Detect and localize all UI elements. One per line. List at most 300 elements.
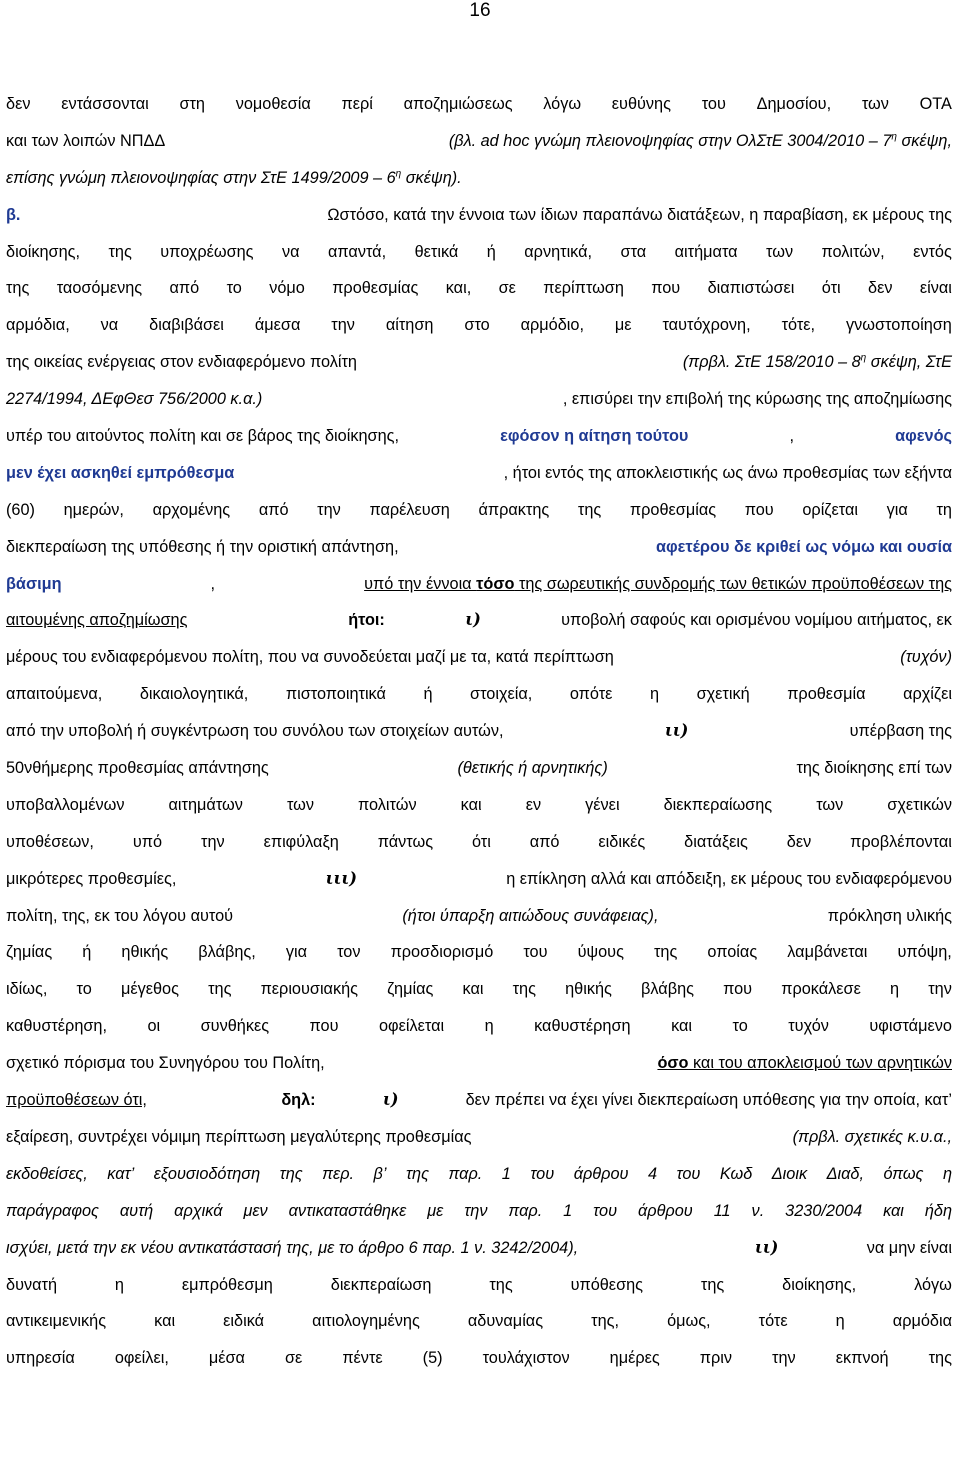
word: ζημίας bbox=[6, 943, 53, 962]
list-numeral: ιιι) bbox=[325, 868, 357, 888]
word: στοιχεία, bbox=[470, 685, 533, 704]
word: το bbox=[76, 980, 92, 999]
underlined-text: προϋποθέσεων ότι, bbox=[6, 1091, 147, 1110]
word-run bbox=[6, 934, 952, 971]
text-line bbox=[6, 234, 952, 271]
word-run: διεκπεραίωση της υπόθεσης ή την οριστική απάντηση, bbox=[6, 537, 399, 556]
citation-text: 2274/1994, ΔΕφΘεσ 756/2000 κ.α.) bbox=[6, 390, 263, 409]
word: λόγω bbox=[543, 95, 582, 113]
word: αίτηση bbox=[385, 316, 434, 335]
word: στο bbox=[464, 316, 490, 335]
underlined-text: υπό την έννοια τόσο της σωρευτικής συνδρομής των θετικών προϋποθέσεων της bbox=[364, 574, 952, 593]
word: η bbox=[484, 1017, 494, 1036]
word: η bbox=[114, 1275, 124, 1294]
word-run: πολίτη, της, εκ του λόγου αυτού bbox=[6, 906, 234, 925]
word: γνωστοποίηση bbox=[845, 316, 952, 335]
word: και bbox=[154, 1312, 176, 1331]
word: της bbox=[279, 1164, 303, 1183]
citation-text: επίσης γνώμη πλειονοψηφίας στην ΣτΕ $1499/2009 - 6^\eta$ σκέψη). bbox=[6, 168, 462, 187]
text-line bbox=[6, 197, 952, 234]
word-run: και των λοιπών ΝΠΔΔ bbox=[6, 131, 166, 150]
word: του bbox=[593, 1201, 618, 1220]
word: δεν bbox=[6, 95, 31, 113]
word: παρ. bbox=[448, 1164, 483, 1183]
word: λαμβάνεται bbox=[787, 943, 868, 962]
word: αυτή bbox=[119, 1201, 154, 1220]
word: 11 bbox=[713, 1201, 731, 1220]
word: περιουσιακής bbox=[260, 980, 359, 999]
word-run bbox=[6, 234, 952, 271]
word: διατάξεις bbox=[684, 832, 748, 851]
word-run: , bbox=[210, 574, 216, 593]
italic-text: (θετικής ή αρνητικής) bbox=[457, 759, 608, 778]
word: οπότε bbox=[569, 685, 613, 704]
word: άμεσα bbox=[254, 316, 301, 335]
list-numeral: ιι) bbox=[754, 1237, 779, 1257]
word-run: , επισύρει την επιβολή της κύρωσης της αποζημίωσης bbox=[562, 390, 952, 409]
text-line bbox=[6, 86, 952, 123]
word: την bbox=[317, 500, 341, 519]
word: του bbox=[523, 943, 548, 962]
list-numeral: ι) bbox=[465, 610, 481, 630]
word: ζημίας bbox=[387, 980, 434, 999]
word: της bbox=[577, 500, 602, 519]
word: της bbox=[108, 242, 132, 261]
word: πιστοποιητικά bbox=[285, 685, 386, 704]
word-run bbox=[6, 492, 952, 529]
word: αδυναμίας bbox=[467, 1312, 544, 1331]
word: του bbox=[530, 1164, 555, 1183]
word: της bbox=[928, 1349, 952, 1368]
word: της bbox=[512, 980, 536, 999]
word-run bbox=[6, 1303, 952, 1340]
word: βλάβης bbox=[641, 980, 694, 999]
word: πριν bbox=[699, 1349, 733, 1368]
word: πολιτών bbox=[358, 795, 417, 814]
word: για bbox=[285, 943, 307, 962]
word: προκάλεσε bbox=[781, 980, 861, 999]
word: (5) bbox=[422, 1349, 443, 1368]
document-body bbox=[6, 86, 952, 1377]
word-run bbox=[6, 1340, 952, 1377]
word: αρμόδια bbox=[892, 1312, 952, 1331]
word: περί bbox=[341, 95, 373, 113]
text-line bbox=[6, 1340, 952, 1377]
word: παρέλευση bbox=[369, 500, 450, 519]
text-line bbox=[6, 381, 952, 418]
bold-text: δηλ: bbox=[281, 1091, 316, 1110]
word: άπρακτης bbox=[478, 500, 550, 519]
word: σχετικών bbox=[887, 795, 952, 814]
word: διοίκησης, bbox=[6, 242, 81, 261]
word: αρμόδιο, bbox=[520, 316, 584, 335]
word-run bbox=[6, 971, 952, 1008]
word: με bbox=[614, 316, 632, 335]
word: διαπιστώσει bbox=[707, 279, 795, 298]
word: οφείλει, bbox=[114, 1349, 169, 1368]
word: ή bbox=[423, 685, 433, 704]
word: αντικαταστάθηκε bbox=[288, 1201, 407, 1220]
word: επιφύλαξη bbox=[263, 832, 339, 851]
word: μέσα bbox=[208, 1349, 245, 1368]
word: τον bbox=[337, 943, 361, 962]
text-line bbox=[6, 123, 952, 160]
word: ότι bbox=[471, 832, 491, 851]
word: καθυστέρηση, bbox=[6, 1017, 107, 1036]
text-line bbox=[6, 1008, 952, 1045]
word: προθεσμίας bbox=[629, 500, 717, 519]
word-run: από την υποβολή ή συγκέντρωση του συνόλου των στοιχείων αυτών, bbox=[6, 722, 504, 741]
word: υπόθεσης bbox=[570, 1275, 644, 1294]
word: συνθήκες bbox=[200, 1017, 270, 1036]
word: οι bbox=[147, 1017, 161, 1036]
word: όμως, bbox=[667, 1312, 711, 1331]
citation-text: (πρβλ. ΣτΕ $158/2010 - 8^\eta$ σκέψη, ΣτΕ bbox=[682, 352, 952, 372]
word-run bbox=[6, 824, 952, 861]
word: ευθύνης bbox=[611, 95, 671, 113]
word: της bbox=[654, 943, 678, 962]
word: της bbox=[700, 1275, 725, 1294]
word-run: Ωστόσο, κατά την έννοια των ίδιων παραπάνω διατάξεων, η παραβίαση, εκ μέρους της bbox=[327, 205, 952, 224]
text-line bbox=[6, 639, 952, 676]
word: στα bbox=[620, 242, 647, 261]
word-run bbox=[6, 787, 952, 824]
word: απαιτούμενα, bbox=[6, 685, 103, 704]
word: των bbox=[861, 95, 889, 113]
word: καθυστέρηση bbox=[534, 1017, 631, 1036]
word: αρμόδια, bbox=[6, 316, 70, 335]
word: άρθρου bbox=[637, 1201, 693, 1220]
text-line bbox=[6, 1193, 952, 1230]
section-marker: β. bbox=[6, 205, 21, 224]
word: ορίζεται bbox=[802, 500, 858, 519]
word: προθεσμία bbox=[787, 685, 866, 704]
word: είναι bbox=[919, 279, 952, 298]
word: ταυτόχρονη, bbox=[662, 316, 751, 335]
word: προσδιορισμό bbox=[390, 943, 494, 962]
word-run: μέρους του ενδιαφερόμενου πολίτη, που να συνοδεύεται μαζί με τα, κατά περίπτωση bbox=[6, 648, 614, 667]
word: υφιστάμενο bbox=[869, 1017, 952, 1036]
word: νόμο bbox=[269, 279, 305, 298]
text-line bbox=[6, 861, 952, 898]
text-line bbox=[6, 1303, 952, 1340]
word: την bbox=[464, 1201, 488, 1220]
list-numeral: ιι) bbox=[664, 721, 689, 741]
word: από bbox=[169, 279, 200, 298]
italic-text: ισχύει, μετά την εκ νέου αντικατάστασή της, με το άρθρο 6 παρ. 1 ν. 3242/2004), bbox=[6, 1238, 579, 1257]
text-line bbox=[6, 971, 952, 1008]
word: από bbox=[258, 500, 289, 519]
word: γένει bbox=[585, 795, 620, 814]
word: εξουσιοδότηση bbox=[153, 1164, 261, 1183]
word: αντικειμενικής bbox=[6, 1312, 107, 1331]
word: που bbox=[651, 279, 681, 298]
word: β’ bbox=[373, 1164, 387, 1183]
word: αρχομένης bbox=[152, 500, 231, 519]
word: πέντε bbox=[342, 1349, 383, 1368]
word: εκπνοή bbox=[835, 1349, 889, 1368]
word: στη bbox=[179, 95, 205, 113]
word: θετικά bbox=[414, 242, 459, 261]
word: αποζημιώσεως bbox=[403, 95, 513, 113]
word: του bbox=[676, 1164, 701, 1183]
word: παράγραφος bbox=[6, 1201, 99, 1220]
italic-text: (ήτοι ύπαρξη αιτιώδους συνάφειας), bbox=[402, 906, 659, 925]
word-run bbox=[6, 270, 952, 307]
word: Διαδ, bbox=[826, 1164, 864, 1183]
text-line bbox=[6, 455, 952, 492]
text-line bbox=[6, 713, 952, 750]
word: τουλάχιστον bbox=[482, 1349, 570, 1368]
citation-text: (βλ. ad hoc γνώμη πλειονοψηφίας στην ΟλΣτΕ $3004/2010 - 7^\eta$ σκέψη, bbox=[448, 131, 952, 150]
text-line bbox=[6, 492, 952, 529]
word: προθεσμίας bbox=[332, 279, 419, 298]
word: ότι bbox=[821, 279, 841, 298]
page-number: 16 bbox=[469, 0, 491, 21]
word: τη bbox=[936, 500, 952, 519]
text-line bbox=[6, 1267, 952, 1304]
word: ηθικής bbox=[121, 943, 169, 962]
word-run: , ήτοι εντός της αποκλειστικής ως άνω προθεσμίας των εξήντα bbox=[503, 463, 952, 482]
word: ειδικές bbox=[598, 832, 646, 851]
text-line bbox=[6, 566, 952, 603]
word: των bbox=[816, 795, 844, 814]
word: απαντά, bbox=[328, 242, 387, 261]
word: εντάσσονται bbox=[61, 95, 149, 113]
word: αρνητικά, bbox=[524, 242, 593, 261]
word: εν bbox=[525, 795, 542, 814]
text-line bbox=[6, 1119, 952, 1156]
word: ή bbox=[82, 943, 92, 962]
underlined-text: αιτουμένης αποζημίωσης bbox=[6, 611, 188, 630]
word: (60) bbox=[6, 500, 35, 519]
word: υποβαλλομένων bbox=[6, 795, 125, 814]
list-numeral: ι) bbox=[382, 1090, 399, 1110]
text-line bbox=[6, 898, 952, 935]
text-line bbox=[6, 418, 952, 455]
word-run: υποβολή σαφούς και ορισμένου νομίμου αιτήματος, εκ bbox=[561, 611, 952, 630]
word: ιδίως, bbox=[6, 980, 48, 999]
word: που bbox=[309, 1017, 339, 1036]
word: εκδοθείσες, bbox=[6, 1164, 88, 1183]
word: που bbox=[723, 980, 753, 999]
italic-text bbox=[6, 1193, 952, 1230]
word: βλάβης, bbox=[198, 943, 256, 962]
text-line bbox=[6, 270, 952, 307]
word: υπηρεσία bbox=[6, 1349, 75, 1368]
word: την bbox=[928, 980, 952, 999]
word: ή bbox=[486, 242, 496, 261]
text-line bbox=[6, 1156, 952, 1193]
word: τότε bbox=[758, 1312, 788, 1331]
word: υπόψη, bbox=[897, 943, 952, 962]
word: 1 bbox=[501, 1164, 511, 1183]
word: των bbox=[766, 242, 794, 261]
word-run: πρόκληση υλικής bbox=[827, 906, 952, 925]
emphasis-text: βάσιμη bbox=[6, 574, 62, 593]
word-run bbox=[6, 1267, 952, 1304]
text-line bbox=[6, 824, 952, 861]
word: προβλέπονται bbox=[850, 832, 952, 851]
word: λόγω bbox=[914, 1275, 952, 1294]
word: με bbox=[427, 1201, 444, 1220]
word-run: , bbox=[789, 427, 795, 446]
word: της, bbox=[591, 1312, 619, 1331]
word: ν. bbox=[751, 1201, 765, 1220]
word-run: εξαίρεση, συντρέχει νόμιμη περίπτωση μεγαλύτερης προθεσμίας bbox=[6, 1127, 472, 1146]
word: το bbox=[226, 279, 242, 298]
text-line bbox=[6, 160, 952, 197]
word: άρθρου bbox=[573, 1164, 629, 1183]
word: πάντως bbox=[377, 832, 434, 851]
emphasis-text: αφενός bbox=[895, 427, 952, 446]
word-run: υπέρβαση της bbox=[849, 722, 952, 741]
word: εντός bbox=[913, 242, 952, 261]
word: της bbox=[489, 1275, 513, 1294]
word: της bbox=[405, 1164, 429, 1183]
word: όπως bbox=[883, 1164, 924, 1183]
word: Δημοσίου, bbox=[756, 95, 832, 113]
bold-text: ήτοι: bbox=[348, 611, 385, 630]
word: η bbox=[649, 685, 660, 704]
word: υποχρέωσης bbox=[160, 242, 254, 261]
word-run: της διοίκησης επί των bbox=[796, 759, 952, 778]
word: πολιτών, bbox=[821, 242, 885, 261]
word: αιτήματα bbox=[674, 242, 738, 261]
word: τότε, bbox=[781, 316, 816, 335]
word: διαβιβάσει bbox=[149, 316, 224, 335]
word: του bbox=[701, 95, 726, 113]
word: διοίκησης, bbox=[782, 1275, 857, 1294]
word: μεν bbox=[243, 1201, 268, 1220]
word-run: δεν πρέπει να έχει γίνει διεκπεραίωση υπόθεσης για την οποία, κατ’ bbox=[465, 1091, 952, 1110]
text-line bbox=[6, 1082, 952, 1119]
text-line bbox=[6, 676, 952, 713]
word: η bbox=[835, 1312, 845, 1331]
word: δεν bbox=[868, 279, 893, 298]
text-line bbox=[6, 750, 952, 787]
word: την bbox=[331, 316, 355, 335]
word: διεκπεραίωσης bbox=[663, 795, 773, 814]
word: Διοικ bbox=[771, 1164, 808, 1183]
word: την bbox=[772, 1349, 796, 1368]
word: των bbox=[286, 795, 314, 814]
word: σε bbox=[498, 279, 516, 298]
italic-text: (πρβλ. σχετικές κ.υ.α., bbox=[792, 1127, 952, 1146]
text-line bbox=[6, 307, 952, 344]
word: περίπτωση bbox=[543, 279, 624, 298]
word: και bbox=[462, 980, 484, 999]
word: 3230/2004 bbox=[785, 1201, 863, 1220]
word: υπό bbox=[132, 832, 163, 851]
text-line bbox=[6, 787, 952, 824]
word: αρχίζει bbox=[903, 685, 952, 704]
word-run bbox=[6, 86, 952, 123]
word: το bbox=[732, 1017, 748, 1036]
italic-text: (τυχόν) bbox=[900, 648, 952, 667]
text-line bbox=[6, 344, 952, 381]
word: δεν bbox=[786, 832, 812, 851]
word: ΟΤΑ bbox=[919, 95, 952, 113]
word: να bbox=[282, 242, 300, 261]
word: 4 bbox=[647, 1164, 658, 1183]
word: 1 bbox=[563, 1201, 573, 1220]
word: και bbox=[671, 1017, 693, 1036]
word-run: η επίκληση αλλά και απόδειξη, εκ μέρους του ενδιαφερόμενου bbox=[506, 869, 952, 888]
word-run: της οικείας ενέργειας στον ενδιαφερόμενο πολίτη bbox=[6, 353, 357, 372]
word: η bbox=[942, 1164, 952, 1183]
word: υποθέσεων, bbox=[6, 832, 94, 851]
text-line bbox=[6, 529, 952, 566]
word: αιτιολογημένης bbox=[312, 1312, 420, 1331]
emphasis-text: αφετέρου δε κριθεί ως νόμω και ουσία bbox=[655, 537, 952, 556]
word: ηθικής bbox=[565, 980, 612, 999]
word: που bbox=[744, 500, 774, 519]
word: οποίας bbox=[707, 943, 758, 962]
word: διεκπεραίωση bbox=[330, 1275, 432, 1294]
word: η bbox=[890, 980, 900, 999]
text-line bbox=[6, 934, 952, 971]
word: ήδη bbox=[924, 1201, 952, 1220]
word: δυνατή bbox=[6, 1275, 58, 1294]
text-line bbox=[6, 602, 952, 639]
word: και, bbox=[445, 279, 472, 298]
word-run: μικρότερες προθεσμίες, bbox=[6, 869, 177, 888]
word-run: να μην είναι bbox=[866, 1238, 952, 1257]
word: ημέρες bbox=[609, 1349, 660, 1368]
word: περ. bbox=[322, 1164, 355, 1183]
word: αρχικά bbox=[174, 1201, 223, 1220]
italic-text bbox=[6, 1156, 952, 1193]
word: να bbox=[100, 316, 119, 335]
word: ημερών, bbox=[63, 500, 124, 519]
word: για bbox=[886, 500, 908, 519]
word-run: υπέρ του αιτούντος πολίτη και σε βάρος της διοίκησης, bbox=[6, 427, 399, 446]
word: και bbox=[460, 795, 482, 814]
word-run bbox=[6, 676, 952, 713]
word: της bbox=[208, 980, 232, 999]
word: την bbox=[201, 832, 225, 851]
word-run: σχετικό πόρισμα του Συνηγόρου του Πολίτη, bbox=[6, 1054, 325, 1073]
word: τυχόν bbox=[788, 1017, 829, 1036]
word: οφείλεται bbox=[378, 1017, 445, 1036]
word: ύψους bbox=[577, 943, 624, 962]
word: σε bbox=[284, 1349, 303, 1368]
word: νομοθεσία bbox=[235, 95, 311, 113]
word: μέγεθος bbox=[120, 980, 179, 999]
word-run bbox=[6, 1008, 952, 1045]
emphasis-text: εφόσον η αίτηση τούτου bbox=[500, 427, 689, 446]
word: ταοσόμενης bbox=[56, 279, 143, 298]
word: δικαιολογητικά, bbox=[139, 685, 249, 704]
underlined-text: όσο και του αποκλεισμού των αρνητικών bbox=[657, 1054, 952, 1073]
text-line bbox=[6, 1230, 952, 1267]
word: εμπρόθεσμη bbox=[181, 1275, 273, 1294]
word: της bbox=[6, 279, 30, 298]
word: κατ’ bbox=[107, 1164, 135, 1183]
word-run: 50νθήμερης προθεσμίας απάντησης bbox=[6, 759, 269, 778]
word: από bbox=[529, 832, 560, 851]
text-line bbox=[6, 1045, 952, 1082]
word: σχετική bbox=[696, 685, 750, 704]
emphasis-text: μεν έχει ασκηθεί εμπρόθεσμα bbox=[6, 463, 235, 482]
word: αιτημάτων bbox=[168, 795, 243, 814]
word-run bbox=[6, 307, 952, 344]
word: παρ. bbox=[508, 1201, 543, 1220]
word: και bbox=[883, 1201, 904, 1220]
word: Κωδ bbox=[719, 1164, 753, 1183]
word: ειδικά bbox=[223, 1312, 265, 1331]
